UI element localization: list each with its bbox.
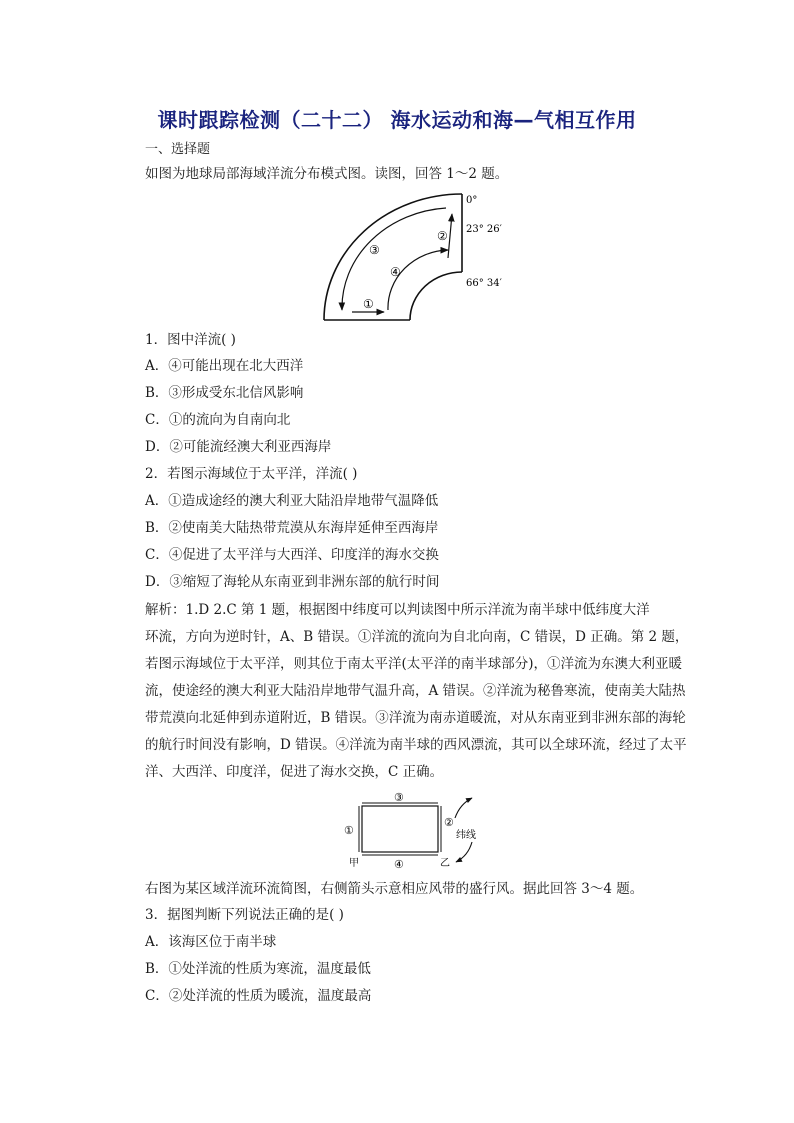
question-2-option-c: C．④促进了太平洋与大西洋、印度洋的海水交换 xyxy=(145,547,439,563)
question-3-option-c: C．②处洋流的性质为暖流，温度最高 xyxy=(145,988,372,1004)
ocean-current-map-figure xyxy=(310,188,530,328)
current-3-arrow xyxy=(342,208,446,310)
analysis-line: 洋、大西洋、印度洋，促进了海水交换，C 正确。 xyxy=(145,764,444,780)
page-title: 课时跟踪检测（二十二） 海水运动和海—气相互作用 xyxy=(157,108,637,132)
inner-boundary xyxy=(410,272,462,320)
question-3-option-b: B．①处洋流的性质为寒流，温度最低 xyxy=(145,961,371,977)
analysis-line: 解析：1.D 2.C 第 1 题，根据图中纬度可以判读图中所示洋流为南半球中低纬度大洋 xyxy=(145,602,650,618)
question-1-option-a: A．④可能出现在北大西洋 xyxy=(145,358,304,374)
wind-arrow-upper xyxy=(455,798,472,818)
analysis-line: 环流，方向为逆时针，A、B 错误。①洋流的流向为自北向南，C 错误，D 正确。第 2 题， xyxy=(145,629,689,645)
outer-boundary xyxy=(324,194,462,320)
current-label-1: ① xyxy=(363,297,374,311)
question-2-option-d: D．③缩短了海轮从东南亚到非洲东部的航行时间 xyxy=(145,574,440,590)
wind-arrow-lower xyxy=(456,842,472,862)
diagram-label-3: ③ xyxy=(394,791,404,804)
question-2-option-a: A．①造成途经的澳大利亚大陆沿岸地带气温降低 xyxy=(145,493,439,509)
question-2-option-b: B．②使南美大陆热带荒漠从东海岸延伸至西海岸 xyxy=(145,520,439,536)
analysis-line: 带荒漠向北延伸到赤道附近，B 错误。③洋流为南赤道暖流，对从东南亚到非洲东部的海轮 xyxy=(145,710,686,726)
latitude-label-66: 66° 34′ xyxy=(466,278,502,289)
analysis-line: 的航行时间没有影响，D 错误。④洋流为南半球的西风漂流，其可以全球环流，经过了太平 xyxy=(145,737,687,753)
latitude-line-label: 纬线 xyxy=(456,830,476,841)
latitude-label-0: 0° xyxy=(466,195,478,206)
latitude-label-23: 23° 26′ xyxy=(466,224,502,235)
current-label-3: ③ xyxy=(369,243,380,257)
diagram-label-2: ② xyxy=(444,816,454,829)
question-1-option-b: B．③形成受东北信风影响 xyxy=(145,385,304,401)
point-yi: 乙 xyxy=(440,858,450,869)
diagram-label-4: ④ xyxy=(394,858,404,871)
section-heading: 一、选择题 xyxy=(145,142,211,157)
current-label-2: ② xyxy=(437,229,448,243)
question-1-stem: 1．图中洋流( ) xyxy=(145,332,236,348)
intro-text-1: 如图为地球局部海域洋流分布模式图。读图，回答 1～2 题。 xyxy=(145,166,509,182)
diagram-label-1: ① xyxy=(344,824,354,837)
circulation-diagram-figure xyxy=(335,786,485,872)
question-2-stem: 2．若图示海域位于太平洋，洋流( ) xyxy=(145,466,358,482)
question-3-option-a: A．该海区位于南半球 xyxy=(145,934,277,950)
current-2-arrow xyxy=(448,214,452,258)
intro-text-2: 右图为某区域洋流环流简图，右侧箭头示意相应风带的盛行风。据此回答 3～4 题。 xyxy=(145,881,644,897)
analysis-line: 若图示海域位于太平洋，则其位于南太平洋(太平洋的南半球部分)，①洋流为东澳大利亚暖 xyxy=(145,656,683,672)
question-3-stem: 3．据图判断下列说法正确的是( ) xyxy=(145,907,344,923)
circulation-rectangle xyxy=(362,806,438,852)
current-label-4: ④ xyxy=(390,265,401,279)
current-4-arrow xyxy=(388,250,448,310)
point-jia: 甲 xyxy=(349,858,359,869)
analysis-line: 流，使途经的澳大利亚大陆沿岸地带气温升高，A 错误。②洋流为秘鲁寒流，使南美大陆热 xyxy=(145,683,686,699)
question-1-option-c: C．①的流向为自南向北 xyxy=(145,412,291,428)
question-1-option-d: D．②可能流经澳大利亚西海岸 xyxy=(145,439,332,455)
